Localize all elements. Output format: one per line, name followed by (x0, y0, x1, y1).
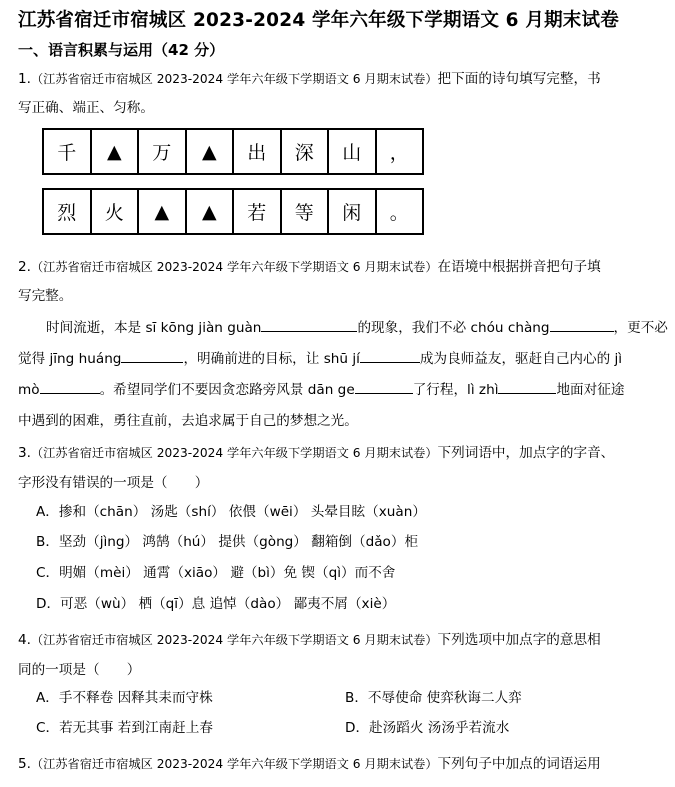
grid-cell: 烈 (43, 189, 91, 234)
question-prompt-cont: 写完整。 (18, 288, 73, 304)
grid-cell: 。 (376, 189, 424, 234)
blank-triangle-icon: ▲ (186, 129, 234, 174)
option-d[interactable]: D．可恶（wù） 栖（qī）息 追悼（dào） 鄙夷不屑（xiè） (36, 596, 396, 612)
question-4 (18, 628, 601, 648)
answer-blank[interactable] (355, 381, 413, 394)
question-prompt: 下列词语中，加点字的字音、 (437, 445, 615, 461)
section-heading: 一、语言积累与运用（42 分） (18, 41, 225, 59)
answer-blank[interactable] (498, 381, 556, 394)
grid-cell: 闲 (328, 189, 376, 234)
question-number: 3. (18, 445, 31, 461)
passage-line-3: mò 。希望同学们不要因贪恋路旁风景 dān ge 了行程，lì zhì 地面对征途 (18, 382, 625, 398)
question-3 (18, 441, 614, 461)
grid-cell: 万 (138, 129, 186, 174)
grid-cell: 山 (328, 129, 376, 174)
option-b[interactable]: B．坚劲（jìng） 鸿鹄（hú） 提供（gòng） 翻箱倒（dǎo）柜 (36, 534, 419, 550)
question-2 (18, 255, 601, 275)
question-prompt-cont: 写正确、端正、匀称。 (18, 100, 154, 116)
question-prompt: 把下面的诗句填写完整，书 (437, 71, 601, 87)
grid-cell: 火 (91, 189, 139, 234)
blank-triangle-icon: ▲ (91, 129, 139, 174)
question-number: 5. (18, 756, 31, 772)
question-prompt: 下列句子中加点的词语运用 (437, 756, 601, 772)
option-c[interactable]: C．若无其事 若到江南赶上春 (36, 720, 213, 736)
answer-blank[interactable] (121, 350, 183, 363)
grid-cell: 千 (43, 129, 91, 174)
question-number: 4. (18, 632, 31, 648)
question-number: 1. (18, 71, 31, 87)
question-number: 2. (18, 259, 31, 275)
option-c[interactable]: C．明媚（mèi） 通霄（xiāo） 避（bì）免 锲（qì）而不舍 (36, 565, 396, 581)
option-d[interactable]: D．赴汤蹈火 汤汤乎若流水 (345, 720, 510, 736)
grid-cell: 等 (281, 189, 329, 234)
question-1 (18, 67, 601, 87)
option-a[interactable]: A．手不释卷 因释其耒而守株 (36, 690, 213, 706)
poem-grid-row-2 (42, 188, 424, 235)
blank-triangle-icon: ▲ (186, 189, 234, 234)
poem-grid-row-1 (42, 128, 424, 175)
answer-blank[interactable] (40, 381, 100, 394)
grid-cell: ， (376, 129, 424, 174)
grid-cell: 出 (233, 129, 281, 174)
question-5 (18, 752, 601, 772)
question-source: （江苏省宿迁市宿城区 2023-2024 学年六年级下学期语文 6 月期末试卷） (30, 633, 438, 647)
option-a[interactable]: A．掺和（chān） 汤匙（shí） 依偎（wēi） 头晕目眩（xuàn） (36, 504, 426, 520)
passage-line-2: 觉得 jīng huáng ，明确前进的目标，让 shū jí 成为良师益友，驱赶自己内心的 jì (18, 351, 623, 367)
document-title: 江苏省宿迁市宿城区 2023-2024 学年六年级下学期语文 6 月期末试卷 (18, 10, 619, 31)
answer-blank[interactable] (550, 319, 614, 332)
answer-blank[interactable] (360, 350, 420, 363)
grid-cell: 若 (233, 189, 281, 234)
question-prompt-cont: 字形没有错误的一项是（ ） (18, 475, 209, 491)
question-prompt: 在语境中根据拼音把句子填 (437, 259, 601, 275)
passage-line-4: 中遇到的困难，勇往直前，去追求属于自己的梦想之光。 (18, 413, 358, 429)
passage-line-1: 时间流逝，本是 sī kōng jiàn guàn 的现象，我们不必 chóu chàng ，更不必 (46, 320, 668, 336)
question-source: （江苏省宿迁市宿城区 2023-2024 学年六年级下学期语文 6 月期末试卷） (30, 72, 438, 86)
question-source: （江苏省宿迁市宿城区 2023-2024 学年六年级下学期语文 6 月期末试卷） (30, 260, 438, 274)
question-source: （江苏省宿迁市宿城区 2023-2024 学年六年级下学期语文 6 月期末试卷） (30, 446, 438, 460)
question-prompt-cont: 同的一项是（ ） (18, 662, 141, 678)
question-prompt: 下列选项中加点字的意思相 (437, 632, 601, 648)
answer-blank[interactable] (261, 319, 357, 332)
option-b[interactable]: B．不辱使命 使弈秋诲二人弈 (345, 690, 522, 706)
grid-cell: 深 (281, 129, 329, 174)
blank-triangle-icon: ▲ (138, 189, 186, 234)
question-source: （江苏省宿迁市宿城区 2023-2024 学年六年级下学期语文 6 月期末试卷） (30, 757, 438, 771)
